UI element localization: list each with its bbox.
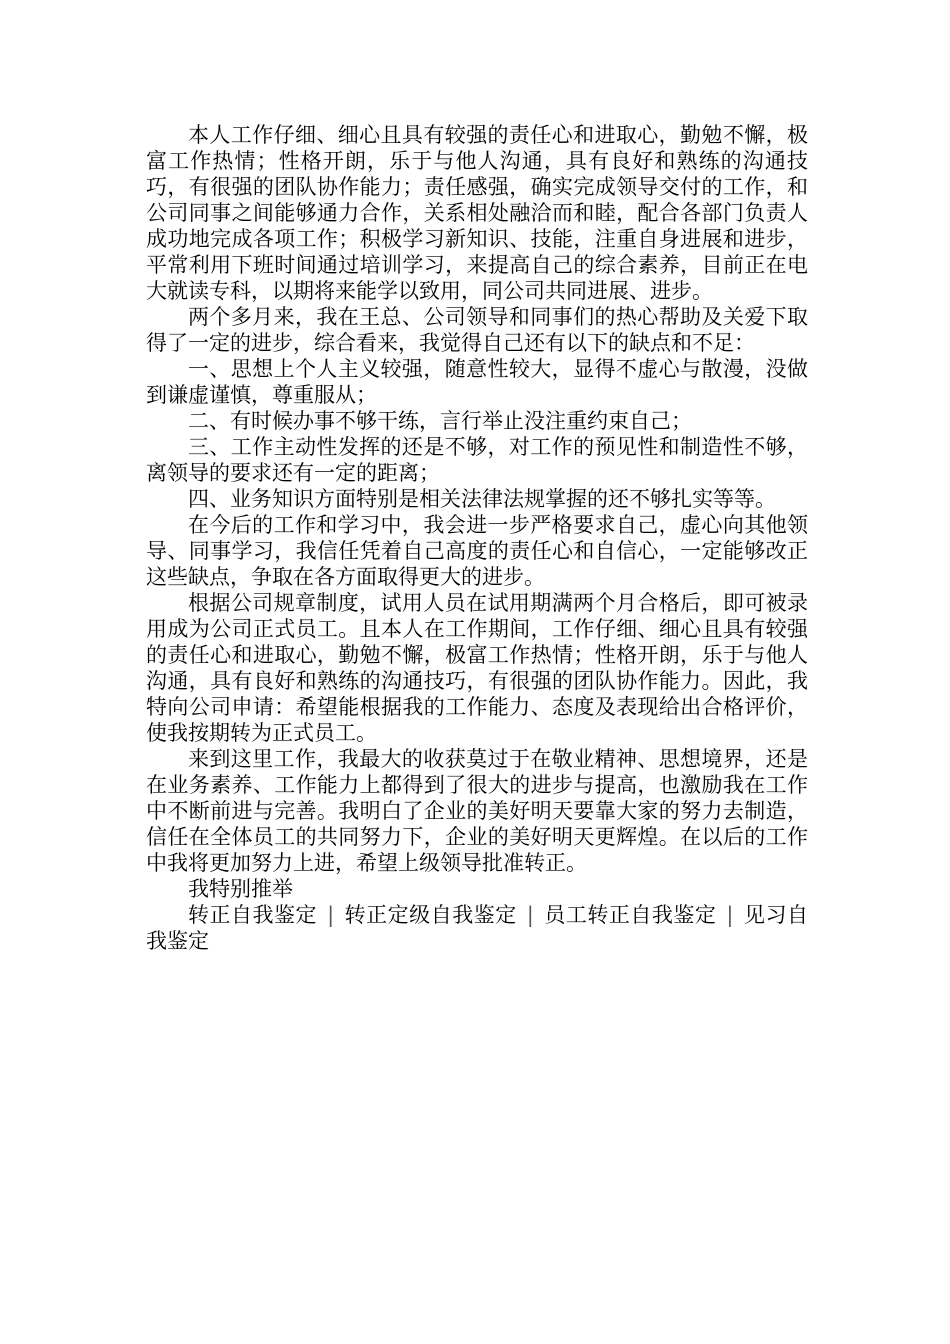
paragraph-4: 二、有时候办事不够干练，言行举止没注重约束自己； xyxy=(188,409,692,433)
related-links xyxy=(146,902,808,954)
paragraph-8: 根据公司规章制度，试用人员在试用期满两个月合格后，即可被录用成为公司正式员工。且本人在工作期间，工作仔细、细心且具有较强的责任心和进取心，勤勉不懈，极富工作热情；性格开朗，乐于与他人沟通，具有良好和熟练的沟通技巧，有很强的团队协作能力。因此，我特向公司申请：希望能根据我的工作能力、态度及表现给出合格评价，使我按期转为正式员工。 xyxy=(146,591,808,745)
link-internship-self-evaluation[interactable]: 见习自我鉴定 xyxy=(146,903,809,953)
paragraph-7: 在今后的工作和学习中，我会进一步严格要求自己，虚心向其他领导、同事学习，我信任凭着自己高度的责任心和自信心，一定能够改正这些缺点，争取在各方面取得更大的进步。 xyxy=(146,513,808,589)
recommend-label: 我特别推举 xyxy=(188,877,293,901)
link-probation-grading-self-evaluation[interactable]: 转正定级自我鉴定 xyxy=(344,903,517,927)
paragraph-2: 两个多月来，我在王总、公司领导和同事们的热心帮助及关爱下取得了一定的进步，综合看来，我觉得自己还有以下的缺点和不足： xyxy=(146,305,808,355)
paragraph-1: 本人工作仔细、细心且具有较强的责任心和进取心，勤勉不懈，极富工作热情；性格开朗，乐于与他人沟通，具有良好和熟练的沟通技巧，有很强的团队协作能力；责任感强，确实完成领导交付的工作，和公司同事之间能够通力合作，关系相处融洽而和睦，配合各部门负责人成功地完成各项工作；积极学习新知识、技能，注重自身进展和进步，平常利用下班时间通过培训学习，来提高自己的综合素养，目前正在电大就读专科，以期将来能学以致用，同公司共同进展、进步。 xyxy=(146,123,808,303)
link-employee-probation-self-evaluation[interactable]: 员工转正自我鉴定 xyxy=(543,903,717,927)
link-probation-self-evaluation[interactable]: 转正自我鉴定 xyxy=(188,903,318,927)
paragraph-6: 四、业务知识方面特别是相关法律法规掌握的还不够扎实等等。 xyxy=(188,487,776,511)
paragraph-5: 三、工作主动性发挥的还是不够，对工作的预见性和制造性不够，离领导的要求还有一定的距离； xyxy=(146,435,808,485)
link-separator: | xyxy=(526,903,534,927)
link-separator: | xyxy=(327,903,335,927)
link-separator: | xyxy=(726,903,734,927)
paragraph-9: 来到这里工作，我最大的收获莫过于在敬业精神、思想境界，还是在业务素养、工作能力上都得到了很大的进步与提高，也激励我在工作中不断前进与完善。我明白了企业的美好明天要靠大家的努力去制造，信任在全体员工的共同努力下，企业的美好明天更辉煌。在以后的工作中我将更加努力上进，希望上级领导批准转正。 xyxy=(146,747,808,875)
document-body xyxy=(146,122,808,954)
paragraph-3: 一、思想上个人主义较强，随意性较大，显得不虚心与散漫，没做到谦虚谨慎，尊重服从； xyxy=(146,357,808,407)
